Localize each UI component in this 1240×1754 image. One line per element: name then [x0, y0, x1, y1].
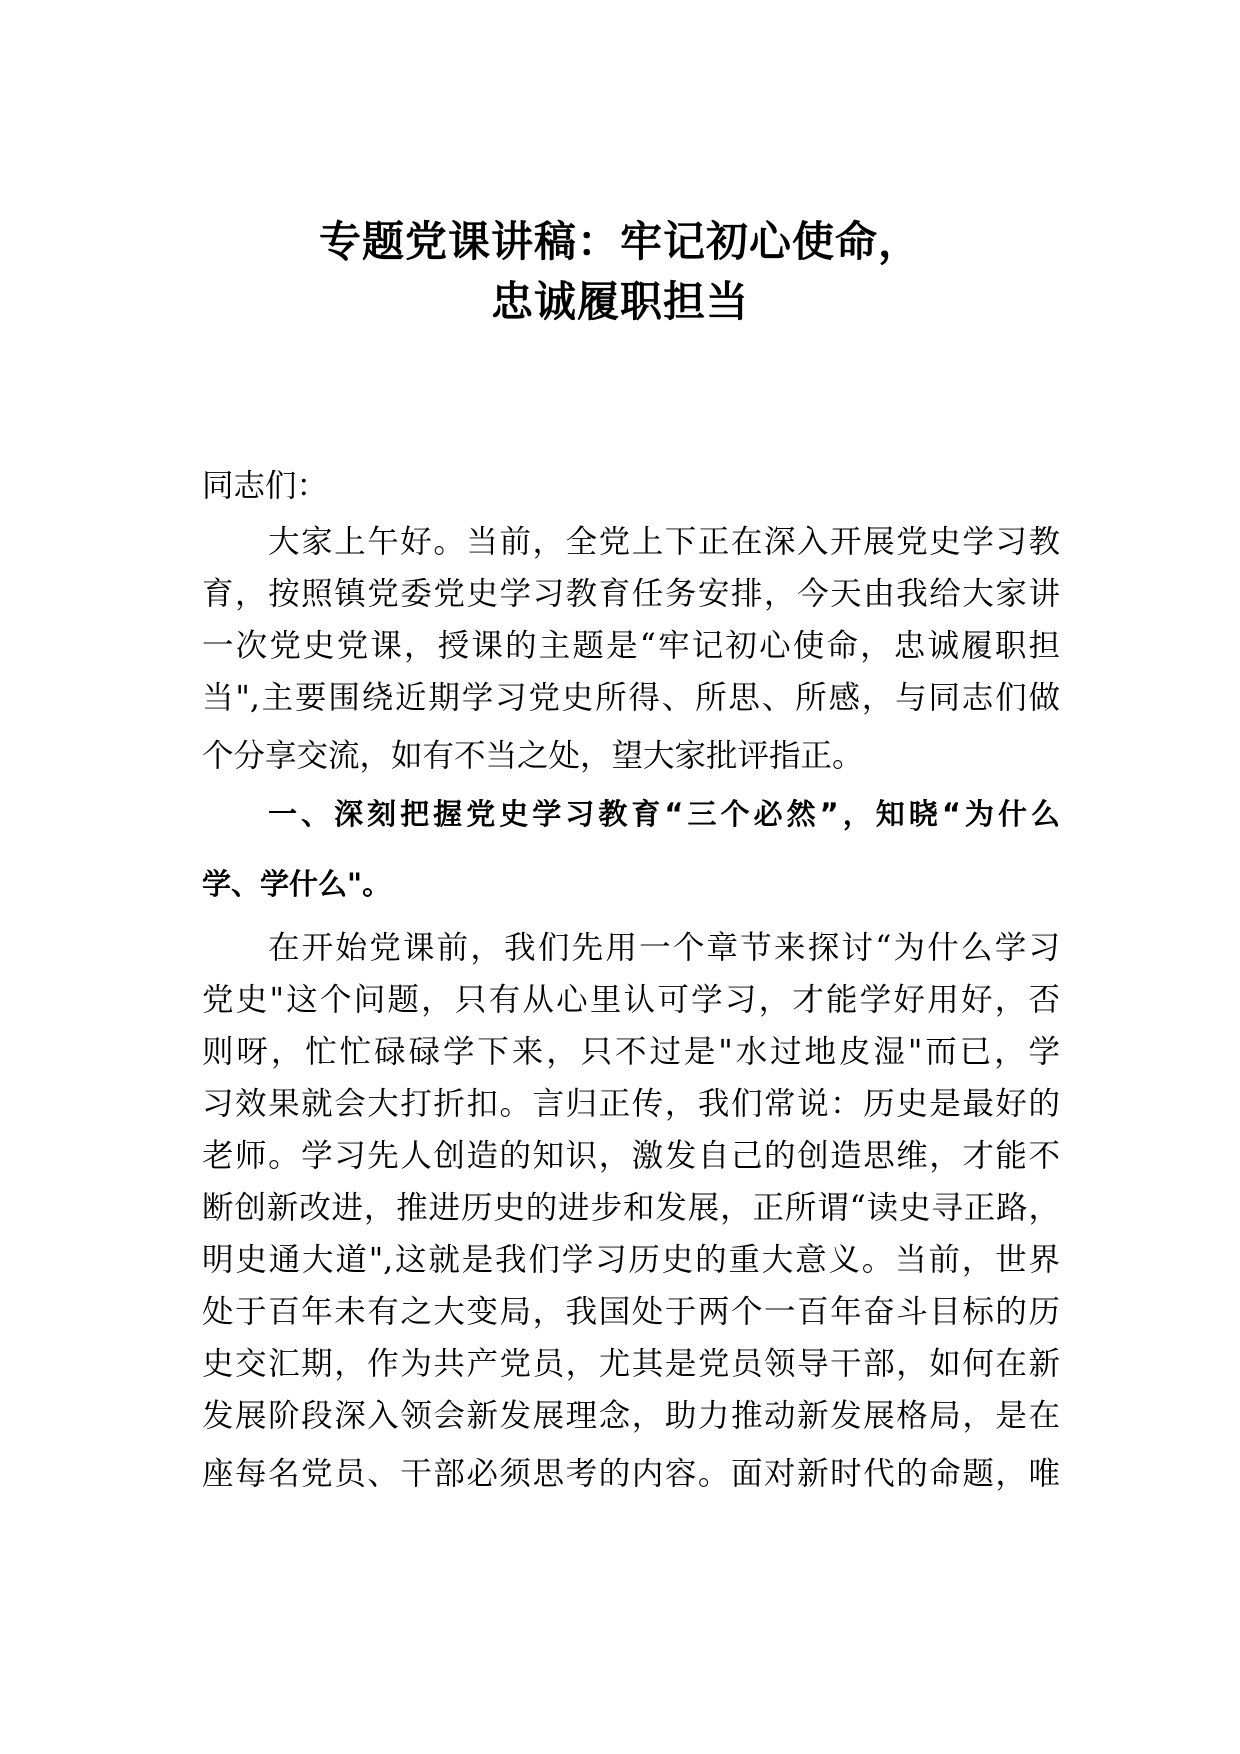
paragraph-2-line: 座每名党员、干部必须思考的内容。面对新时代的命题，唯 [202, 1456, 1060, 1492]
paragraph-2-line: 处于百年未有之大变局，我国处于两个一百年奋斗目标的历 [202, 1294, 1060, 1330]
paragraph-1-line: 育，按照镇党委党史学习教育任务安排，今天由我给大家讲 [202, 576, 1060, 612]
document-title-line-1: 专题党课讲稿：牢记初心使命， [318, 217, 921, 266]
paragraph-2-line: 在开始党课前，我们先用一个章节来探讨“为什么学习 [268, 930, 1060, 966]
paragraph-1-line: 一次党史党课，授课的主题是“牢记初心使命，忠诚履职担 [202, 628, 1060, 664]
section-heading-line: 一、深刻把握党史学习教育“三个必然”，知晓“为什么 [268, 797, 1060, 831]
paragraph-2-line: 则呀，忙忙碌碌学下来，只不过是"水过地皮湿"而已，学 [202, 1034, 1060, 1070]
salutation: 同志们： [202, 468, 329, 504]
paragraph-2-line: 习效果就会大打折扣。言归正传，我们常说：历史是最好的 [202, 1086, 1060, 1122]
paragraph-1-line: 当",主要围绕近期学习党史所得、所思、所感，与同志们做 [202, 680, 1060, 716]
paragraph-2-line: 党史"这个问题，只有从心里认可学习，才能学好用好，否 [202, 982, 1060, 1018]
paragraph-1-line: 大家上午好。当前，全党上下正在深入开展党史学习教 [268, 524, 1060, 560]
paragraph-2-line: 老师。学习先人创造的知识，激发自己的创造思维，才能不 [202, 1138, 1060, 1174]
document-title-line-2: 忠诚履职担当 [490, 277, 749, 326]
paragraph-2-line: 发展阶段深入领会新发展理念，助力推动新发展格局，是在 [202, 1398, 1060, 1434]
paragraph-2-line: 史交汇期，作为共产党员，尤其是党员领导干部，如何在新 [202, 1346, 1060, 1382]
paragraph-1-line: 个分享交流，如有不当之处，望大家批评指正。 [202, 738, 864, 774]
paragraph-2-line: 断创新改进，推进历史的进步和发展，正所谓“读史寻正路， [202, 1190, 1060, 1226]
paragraph-2-line: 明史通大道",这就是我们学习历史的重大意义。当前，世界 [202, 1242, 1060, 1278]
section-heading-line: 学、学什么"。 [202, 867, 392, 901]
